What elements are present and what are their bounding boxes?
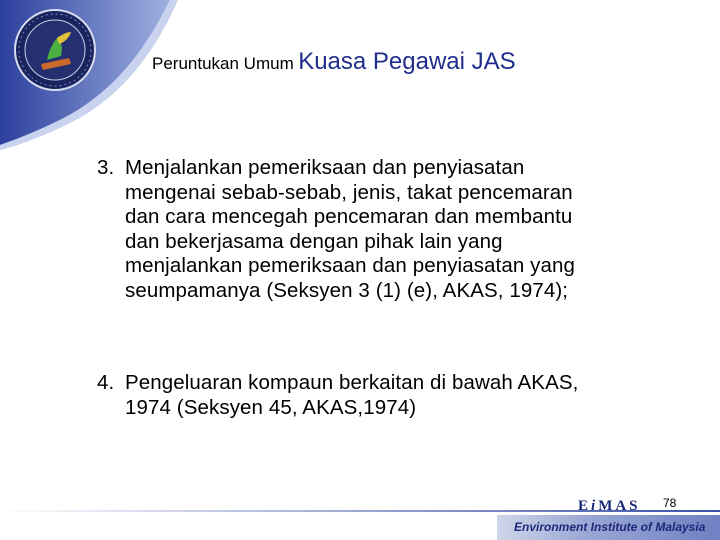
page-number: 78 (663, 496, 677, 510)
eimas-logo-text (578, 498, 641, 515)
list-item (97, 371, 697, 420)
list-item-text: Menjalankan pemeriksaan dan penyiasatan mengenai sebab-sebab, jenis, takat pencemaran dan cara mencegah pencemaran dan membantu dan bekerjasama dengan pihak lain yang menjalankan pemeriksaan dan penyiasatan yang seumpamanya (Seksyen 3 (1) (e), AKAS, 1974); (125, 156, 576, 302)
list-item (97, 156, 697, 303)
footer-tagline: Environment Institute of Malaysia (514, 520, 706, 534)
list-item-text: Pengeluaran kompaun berkaitan di bawah AKAS, 1974 (Seksyen 45, AKAS,1974) (125, 371, 579, 419)
slide-title (152, 48, 516, 76)
list-item-number: 4. (97, 371, 115, 394)
eimas-e: E (578, 498, 592, 514)
slide-title-prefix: Peruntukan Umum (152, 54, 294, 73)
institute-seal-logo (13, 8, 97, 92)
eimas-rest: MAS (598, 498, 641, 514)
corner-swoosh-decoration (0, 0, 720, 160)
slide-title-main: Kuasa Pegawai JAS (298, 48, 516, 75)
eimas-i: i (591, 498, 599, 514)
list-item-number: 3. (97, 156, 115, 179)
